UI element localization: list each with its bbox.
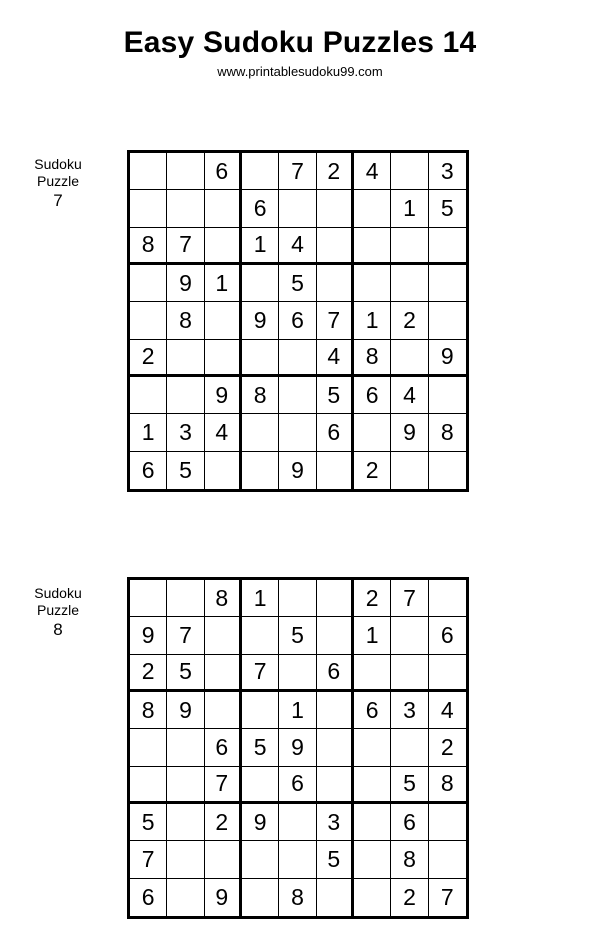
sudoku-cell[interactable]: 7 xyxy=(279,153,316,190)
sudoku-cell[interactable]: 5 xyxy=(391,767,428,804)
sudoku-cell[interactable] xyxy=(242,414,279,451)
sudoku-cell[interactable]: 8 xyxy=(354,340,391,377)
sudoku-cell[interactable]: 7 xyxy=(317,302,354,339)
sudoku-cell[interactable]: 8 xyxy=(205,580,242,617)
sudoku-cell[interactable] xyxy=(167,729,204,766)
sudoku-cell[interactable] xyxy=(167,340,204,377)
sudoku-cell[interactable] xyxy=(205,692,242,729)
sudoku-cell[interactable] xyxy=(242,153,279,190)
sudoku-cell[interactable]: 3 xyxy=(317,804,354,841)
sudoku-cell[interactable]: 8 xyxy=(429,414,466,451)
sudoku-cell[interactable] xyxy=(429,228,466,265)
sudoku-cell[interactable]: 8 xyxy=(429,767,466,804)
sudoku-cell[interactable]: 2 xyxy=(354,452,391,489)
sudoku-cell[interactable]: 1 xyxy=(354,617,391,654)
sudoku-cell[interactable]: 8 xyxy=(167,302,204,339)
sudoku-cell[interactable]: 6 xyxy=(205,729,242,766)
sudoku-cell[interactable]: 1 xyxy=(391,190,428,227)
sudoku-cell[interactable] xyxy=(242,767,279,804)
sudoku-cell[interactable] xyxy=(167,767,204,804)
sudoku-cell[interactable]: 9 xyxy=(242,302,279,339)
sudoku-cell[interactable] xyxy=(242,841,279,878)
sudoku-cell[interactable]: 4 xyxy=(354,153,391,190)
sudoku-cell[interactable] xyxy=(429,804,466,841)
sudoku-cell[interactable] xyxy=(242,452,279,489)
sudoku-cell[interactable] xyxy=(391,617,428,654)
sudoku-cell[interactable]: 1 xyxy=(279,692,316,729)
sudoku-cell[interactable] xyxy=(279,190,316,227)
sudoku-cell[interactable] xyxy=(242,692,279,729)
sudoku-cell[interactable] xyxy=(317,580,354,617)
sudoku-cell[interactable]: 8 xyxy=(391,841,428,878)
sudoku-cell[interactable] xyxy=(429,377,466,414)
sudoku-cell[interactable] xyxy=(205,655,242,692)
sudoku-cell[interactable]: 5 xyxy=(242,729,279,766)
sudoku-cell[interactable]: 7 xyxy=(440,883,454,910)
sudoku-cell[interactable]: 9 xyxy=(391,414,428,451)
sudoku-cell[interactable] xyxy=(317,265,354,302)
sudoku-cell[interactable] xyxy=(354,879,391,916)
sudoku-cell[interactable] xyxy=(354,729,391,766)
puzzle-label-1 xyxy=(18,156,98,209)
sudoku-cell[interactable] xyxy=(205,452,242,489)
sudoku-cell[interactable]: 4 xyxy=(317,340,354,377)
sudoku-cell[interactable]: 4 xyxy=(279,228,316,265)
sudoku-cell[interactable]: 7 xyxy=(391,580,428,617)
sudoku-cell[interactable] xyxy=(354,804,391,841)
sudoku-cell[interactable]: 7 xyxy=(205,767,242,804)
puzzle-number: 7 xyxy=(53,191,63,210)
sudoku-cell[interactable]: 2 xyxy=(205,804,242,841)
sudoku-cell[interactable] xyxy=(354,228,391,265)
sudoku-cell[interactable] xyxy=(130,580,167,617)
sudoku-cell[interactable]: 1 xyxy=(242,580,279,617)
sudoku-cell[interactable] xyxy=(167,190,204,227)
sudoku-cell[interactable]: 2 xyxy=(429,729,466,766)
sudoku-cell[interactable]: 8 xyxy=(242,377,279,414)
sudoku-cell[interactable] xyxy=(167,879,204,916)
sudoku-cell[interactable]: 5 xyxy=(429,190,466,227)
sudoku-cell[interactable] xyxy=(205,190,242,227)
sudoku-cell[interactable]: 4 xyxy=(391,377,428,414)
sudoku-cell[interactable] xyxy=(130,153,167,190)
sudoku-cell[interactable] xyxy=(167,804,204,841)
sudoku-cell[interactable]: 8 xyxy=(279,879,316,916)
sudoku-cell[interactable] xyxy=(205,340,242,377)
sudoku-cell[interactable] xyxy=(354,414,391,451)
sudoku-cell[interactable] xyxy=(354,190,391,227)
sudoku-cell[interactable]: 6 xyxy=(130,879,167,916)
sudoku-cell[interactable] xyxy=(429,655,466,692)
sudoku-cell[interactable] xyxy=(391,729,428,766)
sudoku-cell[interactable]: 6 xyxy=(317,414,354,451)
sudoku-cell[interactable] xyxy=(429,265,466,302)
sudoku-cell[interactable] xyxy=(317,190,354,227)
sudoku-cell[interactable]: 1 xyxy=(130,414,167,451)
sudoku-cell[interactable]: 2 xyxy=(130,340,167,377)
sudoku-cell[interactable] xyxy=(429,841,466,878)
sudoku-cell[interactable]: 9 xyxy=(167,265,204,302)
sudoku-cell[interactable] xyxy=(167,377,204,414)
sudoku-cell[interactable] xyxy=(317,692,354,729)
sudoku-cell[interactable]: 5 xyxy=(167,655,204,692)
sudoku-cell[interactable]: 5 xyxy=(167,452,204,489)
sudoku-cell[interactable] xyxy=(167,580,204,617)
sudoku-cell[interactable] xyxy=(391,452,428,489)
sudoku-cell[interactable] xyxy=(429,580,466,617)
sudoku-cell[interactable] xyxy=(242,617,279,654)
sudoku-cell[interactable]: 3 xyxy=(167,414,204,451)
sudoku-cell[interactable]: 6 xyxy=(391,804,428,841)
sudoku-cell[interactable]: 1 xyxy=(242,228,279,265)
sudoku-cell[interactable]: 5 xyxy=(279,617,316,654)
sudoku-cell[interactable] xyxy=(317,729,354,766)
sudoku-cell[interactable]: 7 xyxy=(167,228,204,265)
sudoku-cell[interactable] xyxy=(279,655,316,692)
sudoku-cell[interactable]: 2 xyxy=(130,655,167,692)
sudoku-cell[interactable] xyxy=(279,804,316,841)
sudoku-cell[interactable] xyxy=(317,767,354,804)
sudoku-cell[interactable]: 6 xyxy=(130,452,167,489)
sudoku-cell[interactable] xyxy=(130,767,167,804)
sudoku-cell[interactable]: 2 xyxy=(354,580,391,617)
puzzle-number: 8 xyxy=(53,620,63,639)
sudoku-cell[interactable] xyxy=(130,265,167,302)
sudoku-cell[interactable] xyxy=(391,265,428,302)
sudoku-cell[interactable] xyxy=(317,879,354,916)
puzzle-label-text: Sudoku Puzzle xyxy=(34,585,82,618)
sudoku-cell[interactable] xyxy=(354,767,391,804)
sudoku-cell[interactable] xyxy=(391,228,428,265)
sudoku-cell[interactable]: 9 xyxy=(205,879,242,916)
sudoku-cell[interactable] xyxy=(279,340,316,377)
sudoku-cell[interactable] xyxy=(130,302,167,339)
sudoku-cell[interactable] xyxy=(354,655,391,692)
sudoku-cell[interactable] xyxy=(354,841,391,878)
sudoku-cell[interactable]: 6 xyxy=(205,153,242,190)
sudoku-cell[interactable]: 5 xyxy=(279,265,316,302)
sudoku-cell[interactable] xyxy=(242,879,279,916)
sudoku-cell[interactable]: 6 xyxy=(429,617,466,654)
sudoku-cell[interactable]: 1 xyxy=(354,302,391,339)
sudoku-cell[interactable] xyxy=(279,580,316,617)
sudoku-cell[interactable]: 5 xyxy=(130,804,167,841)
sudoku-cell[interactable] xyxy=(317,617,354,654)
sudoku-cell[interactable]: 2 xyxy=(317,153,354,190)
sudoku-cell[interactable]: 9 xyxy=(242,804,279,841)
sudoku-cell[interactable] xyxy=(242,340,279,377)
sudoku-cell[interactable]: 5 xyxy=(317,841,354,878)
sudoku-cell[interactable]: 2 xyxy=(391,302,428,339)
sudoku-cell[interactable]: 4 xyxy=(205,414,242,451)
sudoku-cell[interactable] xyxy=(130,729,167,766)
sudoku-cell[interactable]: 9 xyxy=(429,340,466,377)
sudoku-cell[interactable] xyxy=(130,190,167,227)
sudoku-cell[interactable] xyxy=(242,265,279,302)
sudoku-cell[interactable] xyxy=(391,153,428,190)
sudoku-cell[interactable] xyxy=(130,377,167,414)
sudoku-cell[interactable]: 9 xyxy=(130,617,167,654)
sudoku-cell[interactable] xyxy=(391,340,428,377)
sudoku-cell[interactable]: 5 xyxy=(317,377,354,414)
sudoku-cell[interactable]: 6 xyxy=(279,767,316,804)
page-title: Easy Sudoku Puzzles 14 xyxy=(123,26,477,59)
puzzle-label-2 xyxy=(18,585,98,638)
sudoku-grid-1 xyxy=(127,150,469,492)
sudoku-cell[interactable]: 9 xyxy=(279,729,316,766)
sudoku-cell[interactable] xyxy=(279,377,316,414)
sudoku-cell[interactable]: 6 xyxy=(279,302,316,339)
sudoku-cell[interactable] xyxy=(167,153,204,190)
sudoku-cell[interactable] xyxy=(205,228,242,265)
sudoku-cell[interactable] xyxy=(317,452,354,489)
sudoku-cell[interactable] xyxy=(354,265,391,302)
sudoku-cell[interactable] xyxy=(279,414,316,451)
sudoku-cell[interactable] xyxy=(429,302,466,339)
sudoku-cell[interactable]: 3 xyxy=(391,692,428,729)
sudoku-cell[interactable] xyxy=(279,841,316,878)
sudoku-cell[interactable] xyxy=(317,228,354,265)
sudoku-cell[interactable]: 3 xyxy=(429,153,466,190)
sudoku-cell[interactable] xyxy=(167,841,204,878)
sudoku-cell[interactable]: 9 xyxy=(205,377,242,414)
sudoku-cell[interactable]: 8 xyxy=(130,692,167,729)
sudoku-grid-2 xyxy=(127,577,469,919)
website-url: www.printablesudoku99.com xyxy=(217,64,383,79)
sudoku-cell[interactable]: 7 xyxy=(130,841,167,878)
sudoku-cell[interactable] xyxy=(205,302,242,339)
sudoku-cell[interactable]: 9 xyxy=(167,692,204,729)
sudoku-cell[interactable]: 6 xyxy=(354,692,391,729)
sudoku-cell[interactable] xyxy=(429,452,466,489)
sudoku-cell[interactable]: 1 xyxy=(205,265,242,302)
sudoku-cell[interactable] xyxy=(205,617,242,654)
sudoku-cell[interactable]: 9 xyxy=(279,452,316,489)
sudoku-cell[interactable]: 7 xyxy=(242,655,279,692)
sudoku-cell[interactable]: 2 xyxy=(391,879,428,916)
sudoku-cell[interactable]: 6 xyxy=(317,655,354,692)
sudoku-cell[interactable]: 6 xyxy=(242,190,279,227)
sudoku-cell[interactable]: 7 xyxy=(167,617,204,654)
sudoku-cell[interactable]: 6 xyxy=(354,377,391,414)
sudoku-cell[interactable] xyxy=(391,655,428,692)
sudoku-cell[interactable]: 8 xyxy=(130,228,167,265)
sudoku-cell[interactable] xyxy=(205,841,242,878)
sudoku-cell[interactable]: 4 xyxy=(429,692,466,729)
puzzle-label-text: Sudoku Puzzle xyxy=(34,156,82,189)
